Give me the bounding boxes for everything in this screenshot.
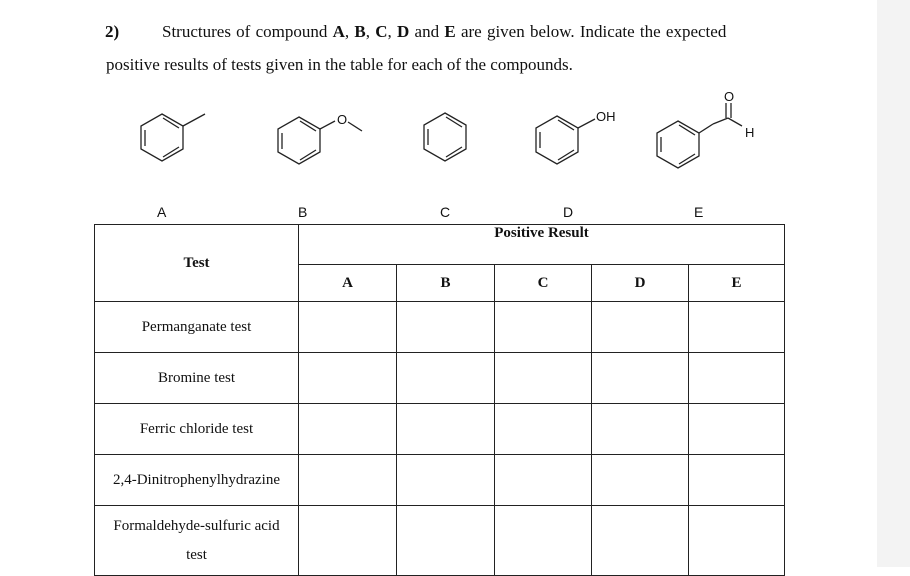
result-cell-a[interactable] xyxy=(299,353,397,404)
test-name: Ferric chloride test xyxy=(95,404,299,455)
structure-b-anisole xyxy=(278,117,362,164)
result-cell-b[interactable] xyxy=(397,455,495,506)
result-cell-c[interactable] xyxy=(495,455,592,506)
test-name: Permanganate test xyxy=(95,302,299,353)
result-cell-e[interactable] xyxy=(689,302,785,353)
result-cell-d[interactable] xyxy=(592,506,689,576)
column-header-b: B xyxy=(397,265,495,302)
structure-label-b: B xyxy=(298,204,308,220)
result-cell-d[interactable] xyxy=(592,353,689,404)
column-header-d: D xyxy=(592,265,689,302)
result-cell-c[interactable] xyxy=(495,404,592,455)
result-cell-c[interactable] xyxy=(495,302,592,353)
table-row xyxy=(95,353,785,404)
result-cell-a[interactable] xyxy=(299,455,397,506)
atom-b-oxygen: O xyxy=(337,112,348,127)
result-cell-a[interactable] xyxy=(299,404,397,455)
atom-d-hydroxyl: OH xyxy=(596,109,616,124)
result-cell-b[interactable] xyxy=(397,506,495,576)
question-text-line1: Structures of compound A, B, C, D and E are given below. Indicate the expected xyxy=(162,22,727,41)
result-cell-e[interactable] xyxy=(689,404,785,455)
result-cell-b[interactable] xyxy=(397,353,495,404)
structure-label-a: A xyxy=(157,204,167,220)
structure-a-toluene xyxy=(141,114,205,161)
atom-e-hydrogen: H xyxy=(745,125,755,140)
header-positive-result: Positive Result xyxy=(299,225,785,265)
atom-e-oxygen: O xyxy=(724,89,735,104)
result-cell-c[interactable] xyxy=(495,506,592,576)
result-cell-e[interactable] xyxy=(689,353,785,404)
table-row xyxy=(95,455,785,506)
test-name: Formaldehyde-sulfuric acid test xyxy=(95,506,299,576)
result-cell-b[interactable] xyxy=(397,404,495,455)
table-row xyxy=(95,302,785,353)
structure-e-phenylacetaldehyde xyxy=(657,103,742,168)
result-cell-c[interactable] xyxy=(495,353,592,404)
test-name: Bromine test xyxy=(95,353,299,404)
column-header-e: E xyxy=(689,265,785,302)
result-cell-e[interactable] xyxy=(689,455,785,506)
question-number: 2) xyxy=(105,22,120,41)
test-name: 2,4-Dinitrophenylhydrazine xyxy=(95,455,299,506)
question-text-line2: positive results of tests given in the table for each of the compounds. xyxy=(106,55,573,74)
result-cell-d[interactable] xyxy=(592,302,689,353)
compound-ref-a: A xyxy=(332,22,345,41)
structure-c-benzene xyxy=(424,113,466,161)
results-table xyxy=(94,224,785,576)
compound-ref-d: D xyxy=(397,22,410,41)
result-cell-b[interactable] xyxy=(397,302,495,353)
right-scroll-margin xyxy=(877,0,910,567)
compound-ref-e: E xyxy=(444,22,456,41)
structure-d-benzyl-alcohol xyxy=(536,116,595,164)
result-cell-e[interactable] xyxy=(689,506,785,576)
header-test: Test xyxy=(95,225,299,302)
column-header-c: C xyxy=(495,265,592,302)
structure-label-c: C xyxy=(440,204,451,220)
result-cell-d[interactable] xyxy=(592,455,689,506)
column-header-a: A xyxy=(299,265,397,302)
table-row xyxy=(95,404,785,455)
structure-label-e: E xyxy=(694,204,704,220)
compound-ref-b: B xyxy=(354,22,366,41)
structure-label-d: D xyxy=(563,204,574,220)
compound-ref-c: C xyxy=(375,22,388,41)
result-cell-a[interactable] xyxy=(299,302,397,353)
table-row xyxy=(95,506,785,576)
result-cell-d[interactable] xyxy=(592,404,689,455)
result-cell-a[interactable] xyxy=(299,506,397,576)
